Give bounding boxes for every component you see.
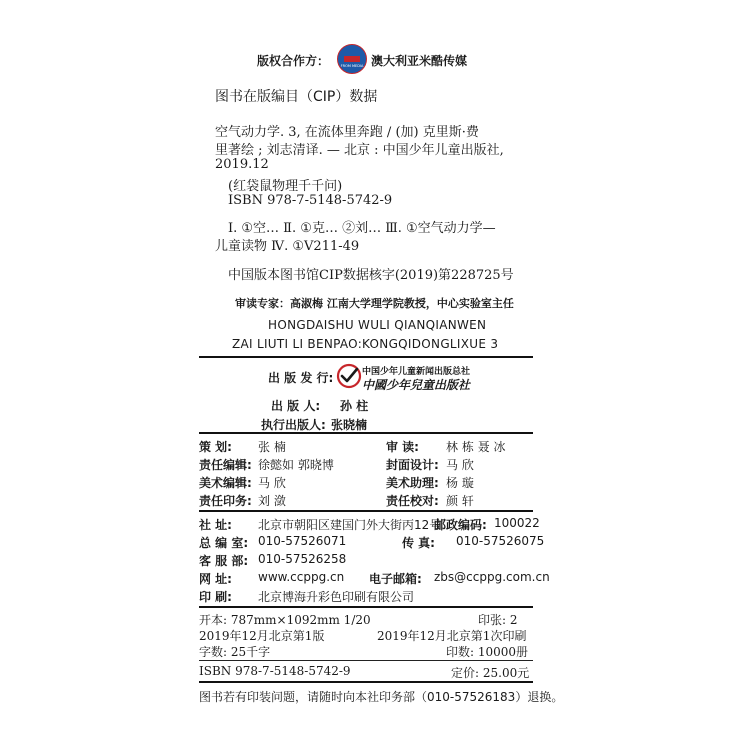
fax-label: 传 真:: [402, 536, 435, 550]
divider: [199, 606, 533, 608]
staff-value: 刘 潋: [258, 494, 286, 508]
publisher-logo-icon: [336, 363, 362, 389]
cip-line: 空气动力学. 3, 在流体里奔跑 / (加) 克里斯·费: [215, 125, 479, 140]
book-sheets: 印张: 2: [478, 613, 518, 627]
divider: [199, 681, 533, 683]
office-value: 010-57526071: [258, 534, 347, 548]
partner-name: 澳大利亚米酷传媒: [371, 54, 468, 68]
staff-value: 马 欣: [446, 458, 474, 472]
staff-value: 张 楠: [258, 440, 286, 454]
pinyin-title-line2: ZAI LIUTI LI BENPAO:KONGQIDONGLIXUE 3: [232, 337, 499, 351]
website-label: 网 址:: [199, 572, 232, 586]
cip-record: 中国版本图书馆CIP数据核字(2019)第228725号: [228, 268, 514, 283]
staff-value: 林 栋 聂 冰: [446, 440, 506, 454]
divider: [199, 356, 533, 358]
staff-label: 美术编辑:: [199, 476, 252, 490]
fax-value: 010-57526075: [456, 534, 545, 548]
staff-value: 杨 璇: [446, 476, 474, 490]
postcode-value: 100022: [494, 516, 540, 530]
staff-label: 美术助理:: [386, 476, 439, 490]
cip-line: 2019.12: [215, 157, 269, 172]
publisher-label: 出 版 人:: [271, 399, 321, 413]
office-label: 总 编 室:: [199, 536, 249, 550]
issuer-label: 出 版 发 行:: [268, 371, 334, 385]
exec-publisher-label: 执行出版人:: [261, 418, 326, 432]
divider: [199, 660, 533, 661]
book-format: 开本: 787mm×1092mm 1/20: [199, 613, 371, 627]
email-value: zbs@ccppg.com.cn: [434, 570, 550, 584]
cip-isbn: ISBN 978-7-5148-5742-9: [228, 193, 393, 208]
book-isbn: ISBN 978-7-5148-5742-9: [199, 664, 351, 678]
cip-line: 里著绘 ; 刘志清译. — 北京 : 中国少年儿童出版社,: [215, 143, 504, 158]
email-label: 电子邮箱:: [369, 572, 422, 586]
footer-note: 图书若有印装问题，请随时向本社印务部（010-57526183）退换。: [199, 690, 564, 704]
publisher-logo-small-text: 中国少年儿童新闻出版总社: [362, 367, 471, 377]
cip-title: 图书在版编目（CIP）数据: [215, 89, 378, 105]
website-value: www.ccppg.cn: [258, 570, 345, 584]
partner-logo-icon: [338, 45, 366, 73]
pinyin-title-line1: HONGDAISHU WULI QIANQIANWEN: [268, 318, 487, 332]
printer-value: 北京博海升彩色印刷有限公司: [258, 590, 415, 604]
staff-value: 马 欣: [258, 476, 286, 490]
address-label: 社 址:: [199, 518, 232, 532]
staff-label: 责任印务:: [199, 494, 252, 508]
staff-value: 颜 轩: [446, 494, 474, 508]
book-edition: 2019年12月北京第1版: [199, 629, 325, 643]
staff-label: 责任校对:: [386, 494, 439, 508]
exec-publisher-name: 张晓楠: [331, 418, 368, 432]
divider: [199, 432, 533, 434]
reviewer-line: 审读专家：高淑梅 江南大学理学院教授，中心实验室主任: [235, 297, 514, 310]
partner-logo: [337, 44, 367, 74]
address-value: 北京市朝阳区建国门外大街丙12号: [258, 518, 442, 532]
staff-label: 审 读:: [386, 440, 419, 454]
printer-label: 印 刷:: [199, 590, 232, 604]
publisher-logo-large-text: 中國少年兒童出版社: [362, 378, 471, 392]
book-printing: 2019年12月北京第1次印刷: [377, 629, 527, 643]
cip-class-line: 儿童读物 Ⅳ. ①V211-49: [215, 239, 360, 254]
partner-logo-text: FROM MEDIA: [340, 64, 364, 68]
cip-class-line: Ⅰ. ①空… Ⅱ. ①克… ②刘… Ⅲ. ①空气动力学—: [228, 221, 496, 236]
postcode-label: 邮政编码:: [434, 518, 487, 532]
service-label: 客 服 部:: [199, 554, 249, 568]
staff-label: 封面设计:: [386, 458, 439, 472]
partner-label: 版权合作方：: [257, 54, 330, 68]
book-print-run: 印数: 10000册: [446, 645, 529, 659]
staff-value: 徐懿如 郭晓博: [258, 458, 334, 472]
divider: [199, 510, 533, 512]
book-price: 定价: 25.00元: [451, 666, 530, 680]
cip-series: (红袋鼠物理千千问): [228, 179, 343, 194]
publisher-logo: [336, 363, 362, 389]
staff-label: 策 划:: [199, 440, 232, 454]
staff-label: 责任编辑:: [199, 458, 252, 472]
book-word-count: 字数: 25千字: [199, 645, 271, 659]
service-value: 010-57526258: [258, 552, 347, 566]
publisher-name: 孙 柱: [340, 399, 369, 413]
